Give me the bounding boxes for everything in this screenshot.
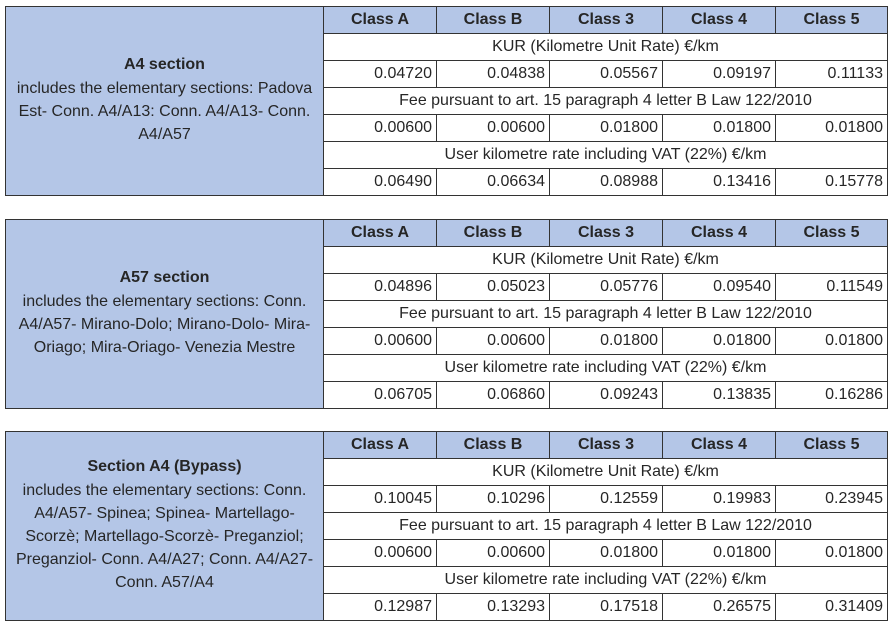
rate-value: 0.00600 (437, 115, 550, 142)
rate-value: 0.12987 (324, 594, 437, 621)
class-header: Class 5 (776, 7, 888, 34)
rate-value: 0.04896 (324, 274, 437, 301)
rate-label: KUR (Kilometre Unit Rate) €/km (324, 459, 888, 486)
rate-value: 0.10045 (324, 486, 437, 513)
rate-value: 0.01800 (776, 328, 888, 355)
section-description: includes the elementary sections: Padova Est- Conn. A4/A13: Conn. A4/A13- Conn. A4/A57 (16, 80, 313, 143)
class-header: Class 3 (550, 432, 663, 459)
rate-value: 0.05023 (437, 274, 550, 301)
class-header: Class B (437, 7, 550, 34)
rate-value: 0.13293 (437, 594, 550, 621)
section-title: Section A4 (Bypass) (87, 458, 242, 475)
section-cell (6, 220, 324, 409)
rate-value: 0.00600 (324, 328, 437, 355)
class-header: Class A (324, 220, 437, 247)
rate-value: 0.01800 (663, 328, 776, 355)
rate-label: User kilometre rate including VAT (22%) €/km (324, 142, 888, 169)
rate-value: 0.11549 (776, 274, 888, 301)
rate-value: 0.04720 (324, 61, 437, 88)
rate-value: 0.01800 (776, 115, 888, 142)
rate-value: 0.06705 (324, 382, 437, 409)
rate-label: KUR (Kilometre Unit Rate) €/km (324, 34, 888, 61)
section-description: includes the elementary sections: Conn. A4/A57- Spinea; Spinea- Martellago-Scorzè; Martellago-Scorzè- Preganziol; Preganziol- Conn. A4/A27; Conn. A4/A27- Conn. A57/A4 (15, 482, 314, 591)
rate-value: 0.00600 (437, 540, 550, 567)
rate-value: 0.01800 (550, 328, 663, 355)
rate-value: 0.06634 (437, 169, 550, 196)
rate-value: 0.01800 (663, 115, 776, 142)
rate-value: 0.09243 (550, 382, 663, 409)
rate-value: 0.04838 (437, 61, 550, 88)
rate-value: 0.00600 (437, 328, 550, 355)
rate-value: 0.10296 (437, 486, 550, 513)
rate-value: 0.05776 (550, 274, 663, 301)
rate-label: User kilometre rate including VAT (22%) €/km (324, 355, 888, 382)
class-header: Class B (437, 220, 550, 247)
section-title: A57 section (119, 269, 210, 286)
rate-value: 0.12559 (550, 486, 663, 513)
rate-value: 0.09197 (663, 61, 776, 88)
rate-value: 0.26575 (663, 594, 776, 621)
rate-value: 0.01800 (550, 115, 663, 142)
class-header: Class 5 (776, 220, 888, 247)
rate-value: 0.06860 (437, 382, 550, 409)
rate-table-a4 (5, 6, 888, 196)
rate-value: 0.13416 (663, 169, 776, 196)
rate-label: KUR (Kilometre Unit Rate) €/km (324, 247, 888, 274)
rate-value: 0.23945 (776, 486, 888, 513)
rate-value: 0.31409 (776, 594, 888, 621)
section-title: A4 section (124, 56, 205, 73)
rate-label: Fee pursuant to art. 15 paragraph 4 letter B Law 122/2010 (324, 88, 888, 115)
class-header: Class A (324, 432, 437, 459)
rate-table-a4-bypass (5, 431, 888, 621)
rate-value: 0.05567 (550, 61, 663, 88)
rate-value: 0.16286 (776, 382, 888, 409)
rate-label: User kilometre rate including VAT (22%) €/km (324, 567, 888, 594)
rate-value: 0.08988 (550, 169, 663, 196)
rate-value: 0.00600 (324, 540, 437, 567)
rate-table-a57 (5, 219, 888, 409)
section-cell (6, 432, 324, 621)
class-header: Class 4 (663, 7, 776, 34)
rate-label: Fee pursuant to art. 15 paragraph 4 letter B Law 122/2010 (324, 301, 888, 328)
rate-value: 0.00600 (324, 115, 437, 142)
rate-value: 0.01800 (663, 540, 776, 567)
class-header: Class B (437, 432, 550, 459)
class-header: Class 3 (550, 220, 663, 247)
class-header-row (6, 7, 888, 34)
class-header: Class 4 (663, 220, 776, 247)
class-header: Class 4 (663, 432, 776, 459)
rate-value: 0.13835 (663, 382, 776, 409)
rate-value: 0.15778 (776, 169, 888, 196)
class-header: Class A (324, 7, 437, 34)
section-cell (6, 7, 324, 196)
rate-value: 0.06490 (324, 169, 437, 196)
rate-value: 0.09540 (663, 274, 776, 301)
rate-label: Fee pursuant to art. 15 paragraph 4 letter B Law 122/2010 (324, 513, 888, 540)
class-header: Class 5 (776, 432, 888, 459)
rate-value: 0.17518 (550, 594, 663, 621)
rate-value: 0.01800 (776, 540, 888, 567)
rate-value: 0.19983 (663, 486, 776, 513)
rate-value: 0.01800 (550, 540, 663, 567)
class-header-row (6, 220, 888, 247)
rate-value: 0.11133 (776, 61, 888, 88)
section-description: includes the elementary sections: Conn. A4/A57- Mirano-Dolo; Mirano-Dolo- Mira-Oriago; Mira-Oriago- Venezia Mestre (18, 293, 311, 356)
class-header: Class 3 (550, 7, 663, 34)
class-header-row (6, 432, 888, 459)
